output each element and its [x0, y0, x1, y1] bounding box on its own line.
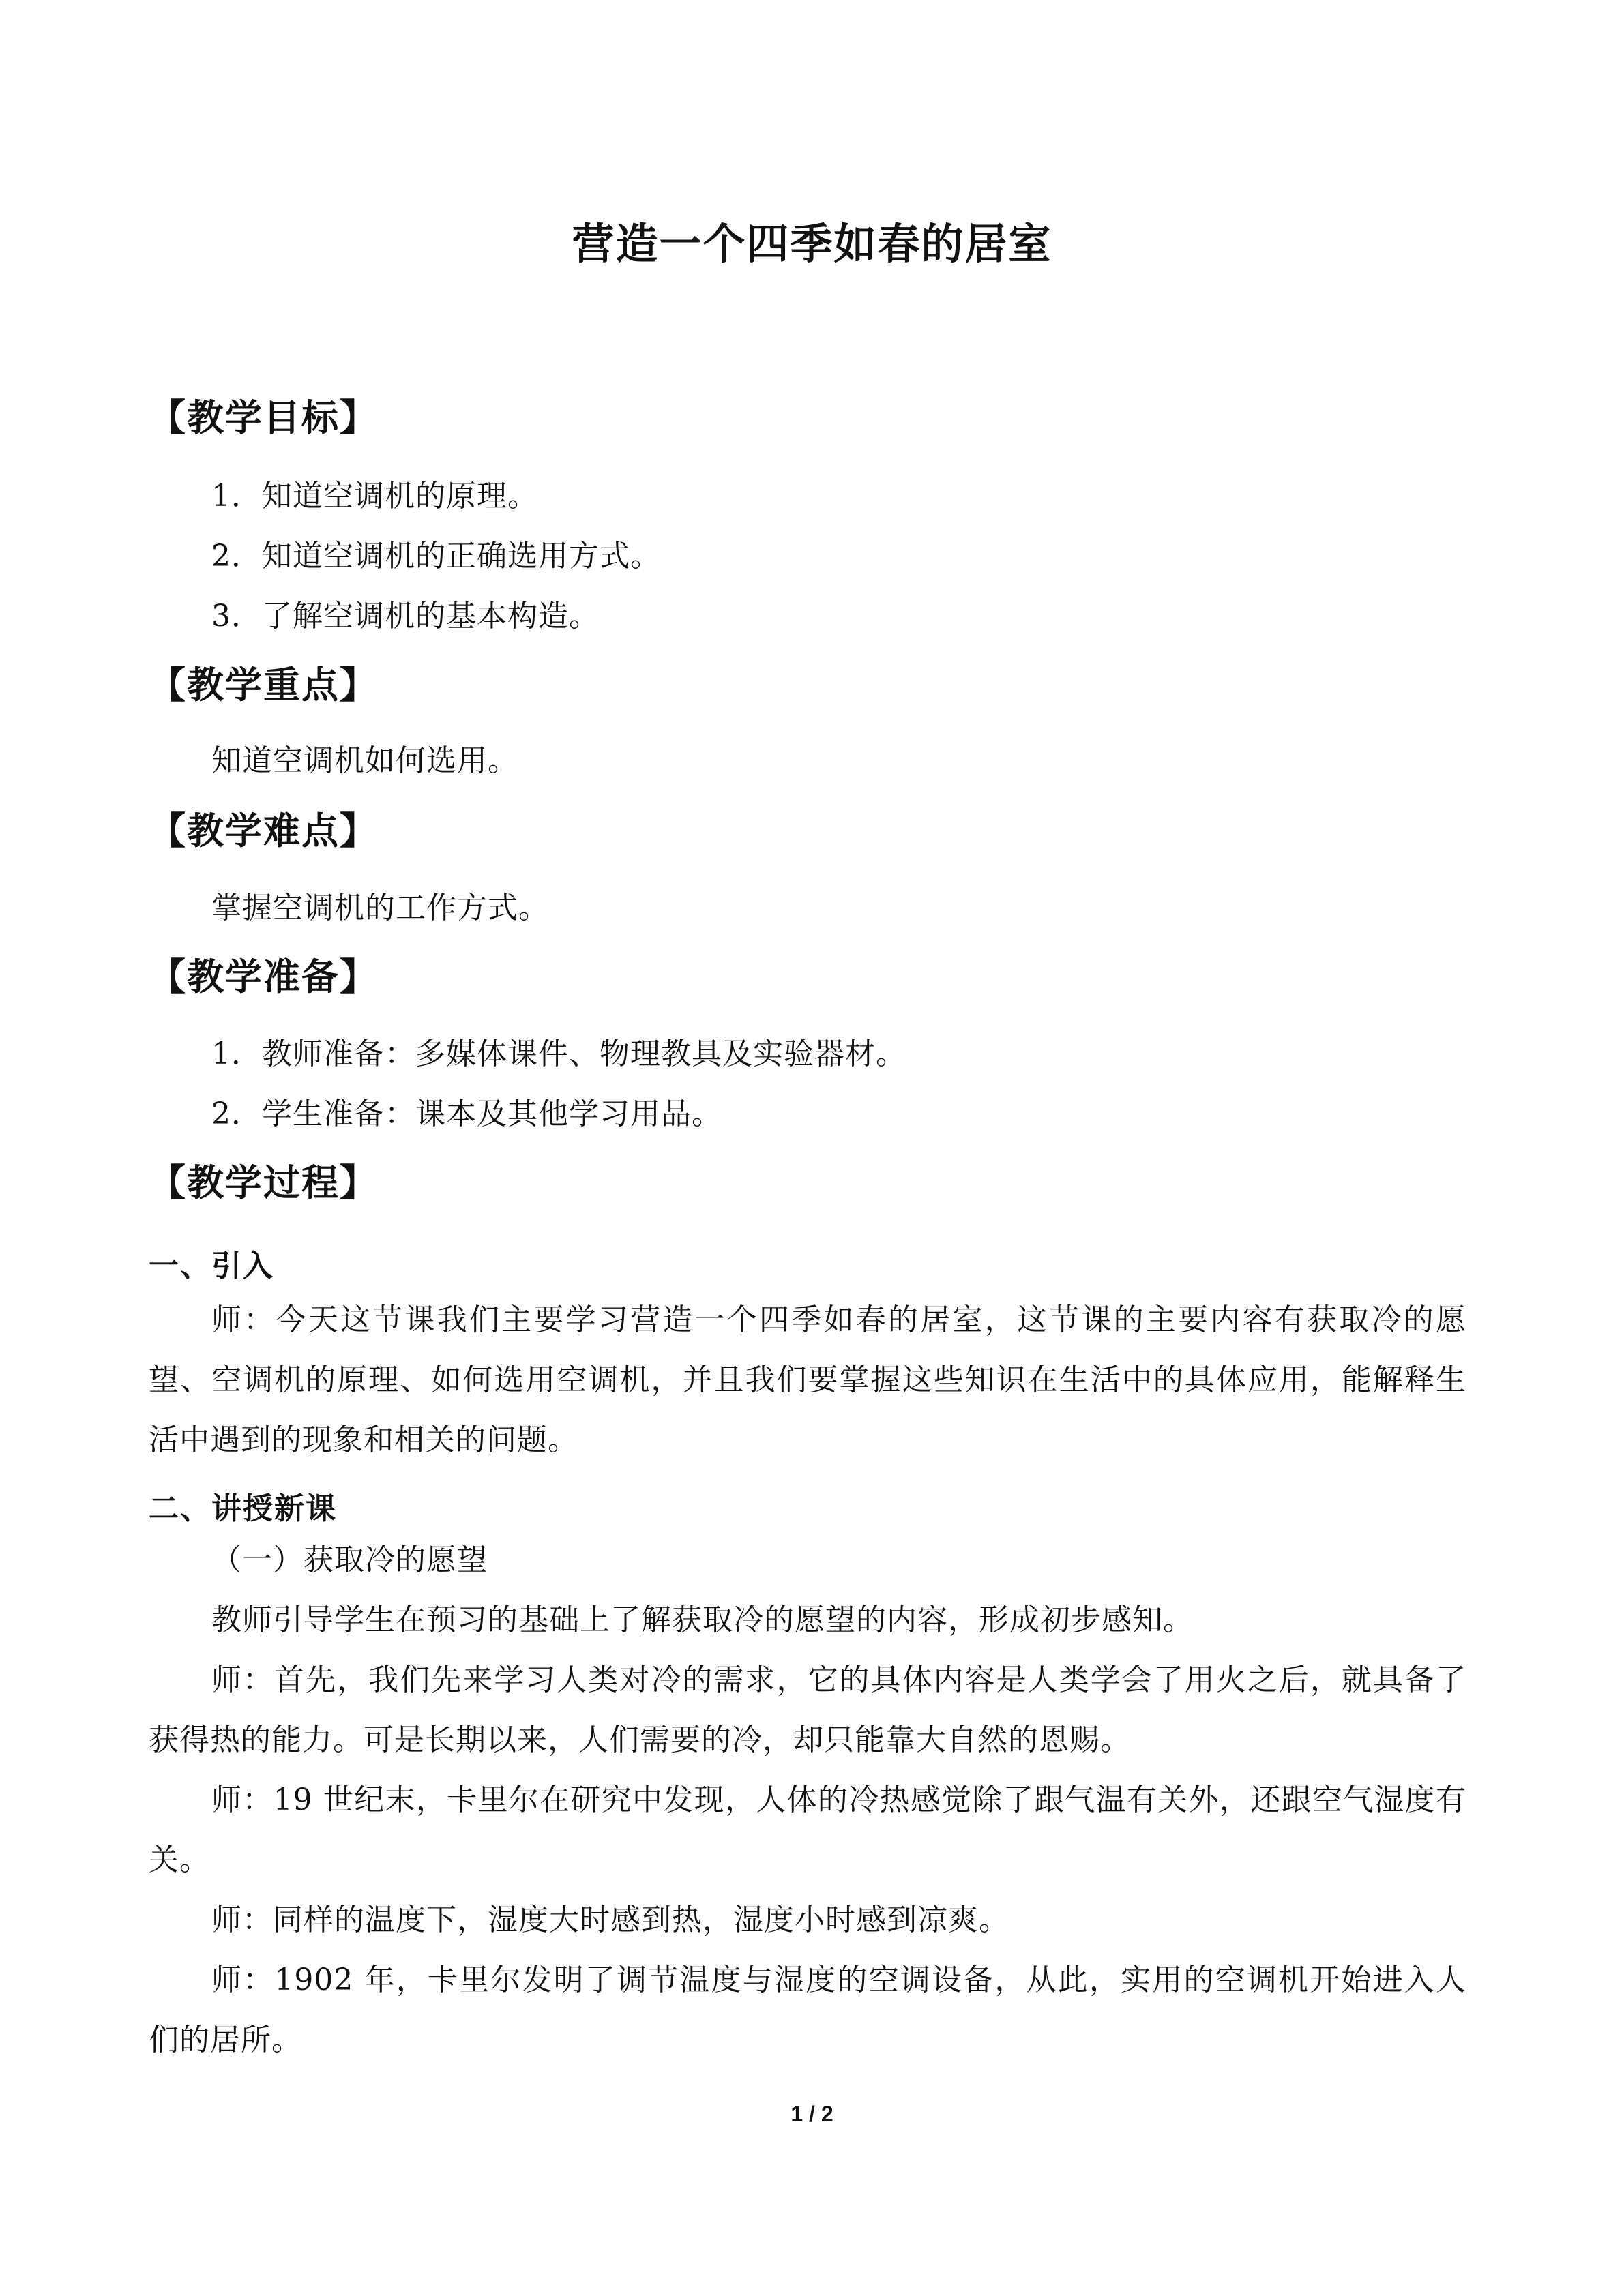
intro-paragraph: 师：今天这节课我们主要学习营造一个四季如春的居室，这节课的主要内容有获取冷的愿望、空调机的原理、如何选用空调机，并且我们要掌握这些知识在生活中的具体应用，能解释生活中遇到的现象和相关的问题。 — [149, 1302, 1466, 1457]
goal-item-2: 2．知道空调机的正确选用方式。 — [211, 539, 661, 573]
heading-key-points: 【教学重点】 — [149, 664, 378, 706]
section-new-lesson-title: 二、讲授新课 — [149, 1491, 337, 1526]
page-title: 营造一个四季如春的居室 — [572, 219, 1052, 269]
lesson-paragraph-1: 教师引导学生在预习的基础上了解获取冷的愿望的内容，形成初步感知。 — [211, 1602, 1194, 1637]
subsection-title: （一）获取冷的愿望 — [211, 1542, 488, 1577]
preparation-item-1: 1．教师准备：多媒体课件、物理教具及实验器材。 — [211, 1037, 906, 1071]
section-intro-title: 一、引入 — [149, 1249, 274, 1283]
lesson-paragraph-4: 师：同样的温度下，湿度大时感到热，湿度小时感到凉爽。 — [211, 1903, 1009, 1937]
lesson-paragraph-3: 师：19 世纪末，卡里尔在研究中发现，人体的冷热感觉除了跟气温有关外，还跟空气湿度有关。 — [149, 1783, 1466, 1877]
lesson-paragraph-2: 师：首先，我们先来学习人类对冷的需求，它的具体内容是人类学会了用火之后，就具备了获得热的能力。可是长期以来，人们需要的冷，却只能靠大自然的恩赐。 — [149, 1663, 1466, 1757]
goal-item-1: 1．知道空调机的原理。 — [211, 479, 538, 513]
preparation-item-2: 2．学生准备：课本及其他学习用品。 — [211, 1097, 722, 1131]
goal-item-3: 3．了解空调机的基本构造。 — [211, 599, 600, 633]
difficulties-text: 掌握空调机的工作方式。 — [211, 891, 549, 925]
heading-preparation: 【教学准备】 — [149, 955, 378, 998]
heading-process: 【教学过程】 — [149, 1161, 378, 1204]
key-points-text: 知道空调机如何选用。 — [211, 743, 518, 778]
heading-goals: 【教学目标】 — [149, 396, 378, 439]
page-number: 1 / 2 — [791, 2102, 833, 2126]
heading-difficulties: 【教学难点】 — [149, 809, 378, 852]
lesson-paragraph-5: 师：1902 年，卡里尔发明了调节温度与湿度的空调设备，从此，实用的空调机开始进入人们的居所。 — [149, 1963, 1466, 2057]
